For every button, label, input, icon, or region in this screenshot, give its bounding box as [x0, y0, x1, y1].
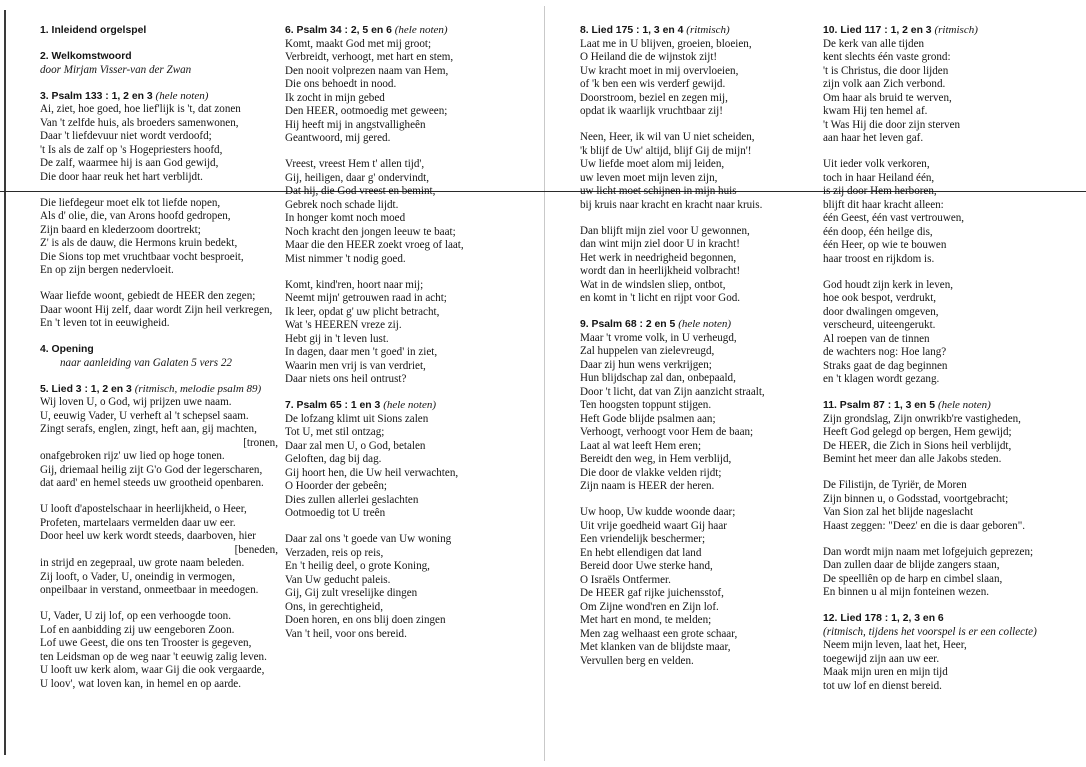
lyric-line: Z' is als de dauw, die Hermons kruin bedekt,	[40, 237, 238, 249]
lyric-line: Den HEER, ootmoedig met geween;	[285, 105, 448, 117]
lyric-line: Profeten, martelaars vermelden daar uw eer.	[40, 516, 236, 529]
lyric-line: Met klanken van de blijdste maar,	[580, 641, 731, 653]
lyric-line: wordt dan in heerlijkheid volbracht!	[580, 265, 741, 277]
lyric-line: Wat in de windslen sliep, ontbot,	[580, 278, 726, 291]
lyric-line: 't Is als de zalf op 's Hogepriesters hoofd,	[40, 143, 223, 156]
program-section	[580, 225, 810, 306]
lyric-line: De kerk van alle tijden	[823, 37, 925, 50]
section-subtitle: (ritmisch, tijdens het voorspel is er een collecte)	[823, 625, 1037, 638]
lyric-line: één doop, één heilge dis,	[823, 225, 933, 238]
lyric-line: Gij, Gij zult vreselijke dingen	[285, 587, 418, 599]
lyric-line: onpeilbaar in verstand, onmeetbaar in meedogen.	[40, 584, 259, 596]
lyric-line: Uw hoop, Uw kudde woonde daar;	[580, 506, 736, 518]
lyric-line: U, eeuwig Vader, U verheft al 't schepsel saam.	[40, 409, 249, 422]
lyric-line: Een vriendelijk beschermer;	[580, 533, 706, 545]
lyric-line: Dat hij, die God vreest en bemint,	[285, 185, 436, 197]
heading-text: 4. Opening	[40, 344, 94, 355]
lyric-line: ten Leidsman op de weg naar 't eeuwig zalig leven.	[40, 650, 267, 663]
lyric-line: De HEER gaf rijke juichensstof,	[580, 587, 724, 599]
lyric-line: En 't heilig deel, o grote Koning,	[285, 560, 430, 572]
heading-text: 12. Lied 178 : 1, 2, 3 en 6	[823, 613, 944, 624]
lyric-line: God houdt zijn kerk in leven,	[823, 278, 954, 291]
lyric-line: Gij hoort hen, die Uw heil verwachten,	[285, 466, 459, 479]
lyric-line: [tronen,	[243, 436, 278, 449]
lyric-line: Neemt mijn' getrouwen raad in acht;	[285, 292, 447, 304]
section-heading	[40, 383, 278, 397]
left-border-line	[4, 10, 6, 755]
lyric-line: in strijd en zegepraal, uw grote naam beleden.	[40, 557, 245, 569]
program-section	[823, 158, 1078, 266]
lyric-line: Maar die den HEER zoekt vroeg of laat,	[285, 239, 464, 251]
section-subtitle: door Mirjam Visser-van der Zwan	[40, 63, 192, 76]
lyric-line: onafgebroken rijz' uw lied op hoge tonen.	[40, 450, 225, 462]
lyric-line: Wat 's HEEREN vreze zij.	[285, 319, 402, 331]
lyric-line: Noch kracht den jongen leeuw te baat;	[285, 225, 456, 238]
program-section	[285, 533, 525, 641]
lyric-line: blijft dit haar kracht alleen:	[823, 198, 944, 211]
program-section	[823, 479, 1078, 533]
heading-text: 10. Lied 117 : 1, 2 en 3	[823, 25, 932, 36]
lyric-line: En binnen u al mijn fonteinen wezen.	[823, 586, 990, 598]
lyric-line: Daar woont Hij zelf, daar wordt Zijn heil verkregen,	[40, 303, 273, 316]
lyric-line: bij kruis naar kracht en kracht naar kruis.	[580, 198, 763, 211]
lyric-line: Dan blijft mijn ziel voor U gewonnen,	[580, 224, 750, 237]
lyric-line: Lof en aanbidding zij uw eengeboren Zoon.	[40, 623, 235, 636]
lyric-line: Om haar als bruid te werven,	[823, 91, 952, 104]
lyric-line: Uw liefde moet alom mij leiden,	[580, 158, 725, 170]
lyric-line: Den nooit volprezen naam van Hem,	[285, 64, 449, 77]
heading-note: (hele noten)	[155, 89, 209, 102]
lyric-line: Om Zijne wond'ren en Zijn lof.	[580, 600, 719, 613]
lyric-line: Ons, in gerechtigheid,	[285, 600, 383, 613]
lyric-line: Neen, Heer, ik wil van U niet scheiden,	[580, 131, 755, 143]
heading-note: (hele noten)	[394, 24, 448, 36]
program-section	[580, 24, 810, 119]
lyric-line: toch in haar Heiland één,	[823, 171, 935, 184]
lyric-line: Zijn baard en klederzoom doortrekt;	[40, 223, 201, 236]
lyric-line: opdat ik waarlijk vruchtbaar zij!	[580, 105, 723, 117]
lyric-line: tot uw lof en dienst bereid.	[823, 679, 942, 692]
lyric-line: Van 't heil, voor ons bereid.	[285, 627, 407, 640]
lyric-line: Daar zal ons 't goede van Uw woning	[285, 533, 452, 545]
lyric-line: Tot U, met stil ontzag;	[285, 426, 385, 438]
lyric-line: Daar zal men U, o God, betalen	[285, 439, 426, 452]
lyric-line: Met hart en mond, te melden;	[580, 614, 712, 626]
lyric-line: is zij door Hem herboren,	[823, 185, 937, 197]
lyric-line: O Heiland die de wijnstok zijt!	[580, 51, 718, 63]
lyric-line: O Israëls Ontfermer.	[580, 573, 671, 586]
lyric-line: Uw kracht moet in mij overvloeien,	[580, 64, 739, 77]
lyric-line: Laat al wat leeft Hem eren;	[580, 439, 702, 452]
lyric-line: Geloften, dag bij dag.	[285, 453, 382, 465]
lyric-line: Hun blijdschap zal dan, onbepaald,	[580, 372, 736, 384]
lyric-line: Wij loven U, o God, wij prijzen uwe naam.	[40, 396, 232, 408]
lyric-line: Zal huppelen van zielevreugd,	[580, 345, 715, 357]
lyric-line: Doen horen, en ons blij doen zingen	[285, 614, 446, 626]
lyric-line: Straks gaat de dag beginnen	[823, 359, 948, 372]
lyric-line: Ai, ziet, hoe goed, hoe lief'lijk is 't, dat zonen	[40, 103, 241, 115]
lyric-line: In dagen, daar men 't goed' in ziet,	[285, 346, 438, 358]
lyric-line: uw leven moet mijn leven zijn,	[580, 171, 718, 184]
lyric-line: zijn volk aan Zich verbond.	[823, 78, 946, 90]
program-section	[823, 24, 1078, 146]
lyric-line: dat aard' en hemel steeds uw grootheid openbaren.	[40, 477, 264, 489]
lyric-line: Dan wordt mijn naam met lofgejuich geprezen;	[823, 545, 1034, 558]
lyric-line: Waar liefde woont, gebiedt de HEER den zegen;	[40, 290, 256, 302]
lyric-line: Hebt gij in 't leven lust.	[285, 332, 389, 345]
lyric-line: De HEER, die Zich in Sions heil verblijdt,	[823, 439, 1012, 452]
lyric-line: Ten hoogsten toppunt stijgen.	[580, 399, 712, 411]
lyric-line: Daar niets ons heil ontrust?	[285, 373, 407, 385]
lyric-line: 't Was Hij die door zijn sterven	[823, 118, 961, 131]
lyric-line: 'k blijf de Uw' altijd, blijf Gij de mijn'!	[580, 144, 752, 157]
section-heading	[40, 50, 278, 64]
program-section	[40, 50, 278, 77]
lyric-line: Men zag welhaast een grote schaar,	[580, 627, 738, 640]
program-section	[40, 503, 278, 598]
lyric-line: Gij, heiligen, daar g' ondervindt,	[285, 171, 430, 184]
lyric-line: Het werk in needrigheid begonnen,	[580, 251, 737, 264]
program-section	[580, 318, 810, 494]
lyric-line: U looft d'apostelschaar in heerlijkheid, o Heer,	[40, 503, 247, 515]
heading-text: 9. Psalm 68 : 2 en 5	[580, 319, 676, 330]
lyric-line: De Filistijn, de Tyriër, de Moren	[823, 479, 967, 491]
lyric-line: toegewijd zijn aan uw eer.	[823, 652, 940, 665]
heading-note: (hele noten)	[383, 399, 437, 411]
section-heading	[580, 318, 810, 332]
lyric-line: O Hoorder der gebeên;	[285, 480, 387, 492]
section-heading	[40, 343, 278, 357]
heading-note: (hele noten)	[678, 318, 732, 330]
heading-text: 6. Psalm 34 : 2, 5 en 6	[285, 25, 392, 36]
lyric-line: Die door haar reuk het hart verblijdt.	[40, 170, 203, 183]
lyric-line: Die Sions top met vruchtbaar vocht besproeit,	[40, 250, 244, 263]
program-section	[823, 279, 1078, 387]
lyric-line: U, Vader, U zij lof, op een verhoogde toon.	[40, 610, 231, 622]
program-section	[40, 24, 278, 38]
lyric-line: Als d' olie, die, van Arons hoofd gedropen,	[40, 210, 231, 222]
program-section	[285, 399, 525, 521]
section-heading	[40, 24, 278, 38]
program-section	[823, 546, 1078, 600]
lyric-line: Gij, driemaal heilig zijt G'o God der legerscharen,	[40, 463, 263, 476]
lyric-line: Lof uwe Geest, die ons ten Trooster is gegeven,	[40, 637, 252, 649]
heading-note: (ritmisch, melodie psalm 89)	[134, 382, 262, 395]
section-heading	[823, 24, 1078, 38]
lyric-line: Dan zullen daar de blijde zangers staan,	[823, 559, 1000, 571]
lyric-line: Maak mijn uren en mijn tijd	[823, 666, 948, 678]
column-1	[40, 24, 278, 704]
heading-note: (ritmisch)	[686, 24, 730, 36]
column-3	[580, 24, 810, 681]
lyric-line: Bemint het meer dan alle Jakobs steden.	[823, 453, 1002, 465]
program-section	[40, 610, 278, 691]
heading-text: 7. Psalm 65 : 1 en 3	[285, 400, 381, 411]
program-section	[580, 131, 810, 212]
lyric-line: of 'k ben een wis verderf gewijd.	[580, 78, 726, 90]
lyric-line: Mist nimmer 't nodig goed.	[285, 252, 406, 265]
lyric-line: Laat me in U blijven, groeien, bloeien,	[580, 37, 752, 50]
lyric-line: De zalf, waarmee hij is aan God gewijd,	[40, 157, 219, 169]
lyric-line: Waarin men vrij is van verdriet,	[285, 359, 426, 372]
lyric-line: Die liefdegeur moet elk tot liefde nopen,	[40, 196, 221, 209]
lyric-line: dan wint mijn ziel door U in kracht!	[580, 238, 740, 250]
column-4	[823, 24, 1078, 706]
section-heading	[285, 399, 525, 413]
lyric-line: Door heel uw kerk wordt steeds, daarboven, hier	[40, 530, 256, 542]
lyric-line: uw licht moet schijnen in mijn huis	[580, 185, 737, 197]
program-section	[823, 399, 1078, 467]
lyric-line: Door 't licht, dat van Zijn aanzicht straalt,	[580, 385, 765, 398]
lyric-line: U looft uw kerk alom, waar Gij die ook vergaarde,	[40, 664, 265, 676]
section-heading	[823, 399, 1078, 413]
lyric-line: kwam Hij ten hemel af.	[823, 105, 928, 117]
lyric-line: De lofzang klimt uit Sions zalen	[285, 412, 429, 425]
section-heading	[580, 24, 810, 38]
lyric-line: Komt, kind'ren, hoort naar mij;	[285, 278, 424, 291]
heading-text: 3. Psalm 133 : 1, 2 en 3	[40, 90, 153, 102]
lyric-line: kent slechts één vaste grond:	[823, 51, 951, 63]
lyric-line: hoe ook bespot, verdrukt,	[823, 292, 937, 304]
lyric-line: Al roepen van de tinnen	[823, 332, 930, 345]
lyric-line: door dwalingen omgeven,	[823, 305, 939, 318]
lyric-line: Verhoogt, verhoogt voor Hem de baan;	[580, 426, 754, 438]
program-section	[40, 383, 278, 491]
lyric-line: Maar 't vrome volk, in U verheugd,	[580, 331, 737, 344]
program-section	[823, 612, 1078, 693]
lyric-line: Daar zij hun wens verkrijgen;	[580, 358, 712, 371]
section-heading	[285, 24, 525, 38]
lyric-line: haar troost en rijkdom is.	[823, 252, 935, 265]
section-subtitle: naar aanleiding van Galaten 5 vers 22	[60, 356, 232, 369]
lyric-line: Dies zullen allerlei geslachten	[285, 493, 419, 506]
lyric-line: Haast zeggen: "Deez' en die is daar geboren".	[823, 519, 1026, 532]
section-heading	[823, 612, 1078, 626]
lyric-line: Ootmoedig tot U treên	[285, 507, 386, 519]
heading-text: 2. Welkomstwoord	[40, 51, 132, 62]
lyric-line: Zijn grondslag, Zijn onwrikb're vastigheden,	[823, 412, 1021, 425]
lyric-line: Daar 't liefdevuur niet wordt verdoofd;	[40, 130, 212, 142]
program-section	[580, 506, 810, 668]
program-section	[285, 279, 525, 387]
heading-text: 1. Inleidend orgelspel	[40, 25, 147, 36]
heading-text: 11. Psalm 87 : 1, 3 en 5	[823, 400, 936, 411]
program-section	[285, 24, 525, 146]
heading-text: 8. Lied 175 : 1, 3 en 4	[580, 25, 684, 36]
lyric-line: Die door de vlakke velden rijdt;	[580, 466, 722, 479]
lyric-line: Uit ieder volk verkoren,	[823, 158, 930, 170]
lyric-line: Komt, maakt God met mij groot;	[285, 37, 432, 50]
lyric-line: Neem mijn leven, laat het, Heer,	[823, 639, 967, 651]
lyric-line: Doorstroom, beziel en zegen mij,	[580, 91, 728, 104]
heading-note: (ritmisch)	[934, 24, 978, 36]
lyric-line: Zijn naam is HEER der heren.	[580, 480, 715, 492]
program-section	[40, 290, 278, 331]
lyric-line: één Heer, op wie te bouwen	[823, 239, 947, 251]
lyric-line: Zij looft, o Vader, U, oneindig in vermogen,	[40, 570, 235, 583]
lyric-line: Heeft God gelegd op bergen, Hem gewijd;	[823, 426, 1012, 438]
lyric-line: Verbreidt, verhoogt, met hart en stem,	[285, 51, 454, 63]
lyric-line: en komt in 't licht en rijpt voor God.	[580, 292, 741, 304]
lyric-line: De speelliên op de harp en cimbel slaan,	[823, 572, 1003, 585]
page-fold-line	[544, 6, 545, 761]
lyric-line: Gebrek noch schade lijdt.	[285, 198, 399, 211]
program-section	[40, 197, 278, 278]
lyric-line: Ik zocht in mijn gebed	[285, 91, 385, 104]
lyric-line: één Geest, één vast vertrouwen,	[823, 212, 965, 224]
lyric-line: Van Uw geducht paleis.	[285, 573, 391, 586]
lyric-line: Van 't zelfde huis, als broeders samenwonen,	[40, 116, 239, 129]
lyric-line: En hebt ellendigen dat land	[580, 546, 702, 559]
program-section	[285, 158, 525, 266]
lyric-line: Die ons behoedt in nood.	[285, 78, 397, 90]
lyric-line: Vreest, vreest Hem t' allen tijd',	[285, 158, 425, 170]
lyric-line: 't is Christus, die door lijden	[823, 64, 949, 77]
lyric-line: Bereidt den weg, in Hem verblijd,	[580, 453, 732, 465]
lyric-line: Heft Gode blijde psalmen aan;	[580, 412, 716, 425]
lyric-line: U loov', wat loven kan, in hemel en op aarde.	[40, 677, 242, 690]
lyric-line: Bereid door Uwe sterke hand,	[580, 560, 713, 572]
lyric-line: verscheurd, uiteengerukt.	[823, 319, 936, 331]
lyric-line: Uit vrije goedheid waart Gij haar	[580, 519, 727, 532]
lyric-line: de wachters nog: Hoe lang?	[823, 346, 947, 358]
lyric-line: Vervullen berg en velden.	[580, 654, 694, 667]
lyric-line: In honger komt noch moed	[285, 212, 406, 224]
section-heading	[40, 90, 278, 104]
heading-note: (hele noten)	[937, 399, 991, 411]
lyric-line: Zijn binnen u, o Godsstad, voortgebracht;	[823, 492, 1009, 505]
lyric-line: Van Sion zal het blijde nageslacht	[823, 506, 974, 518]
lyric-line: [beneden,	[234, 543, 278, 556]
column-2	[285, 24, 525, 654]
lyric-line: Geantwoord, mij gered.	[285, 132, 391, 144]
lyric-line: Ik leer, opdat g' uw plicht betracht,	[285, 305, 440, 318]
lyric-line: Zingt serafs, englen, zingt, heft aan, gij machten,	[40, 423, 257, 435]
program-section	[40, 343, 278, 370]
lyric-line: Hij heeft mij in angstvalligheên	[285, 118, 426, 131]
lyric-line: Verzaden, reis op reis,	[285, 546, 384, 559]
lyric-line: En op zijn bergen nedervloeit.	[40, 264, 174, 276]
heading-text: 5. Lied 3 : 1, 2 en 3	[40, 383, 132, 395]
lyric-line: aan haar het leven gaf.	[823, 132, 924, 144]
lyric-line: En 't leven tot in eeuwigheid.	[40, 317, 170, 329]
lyric-line: en 't klagen wordt gezang.	[823, 373, 940, 385]
program-section	[40, 90, 278, 185]
